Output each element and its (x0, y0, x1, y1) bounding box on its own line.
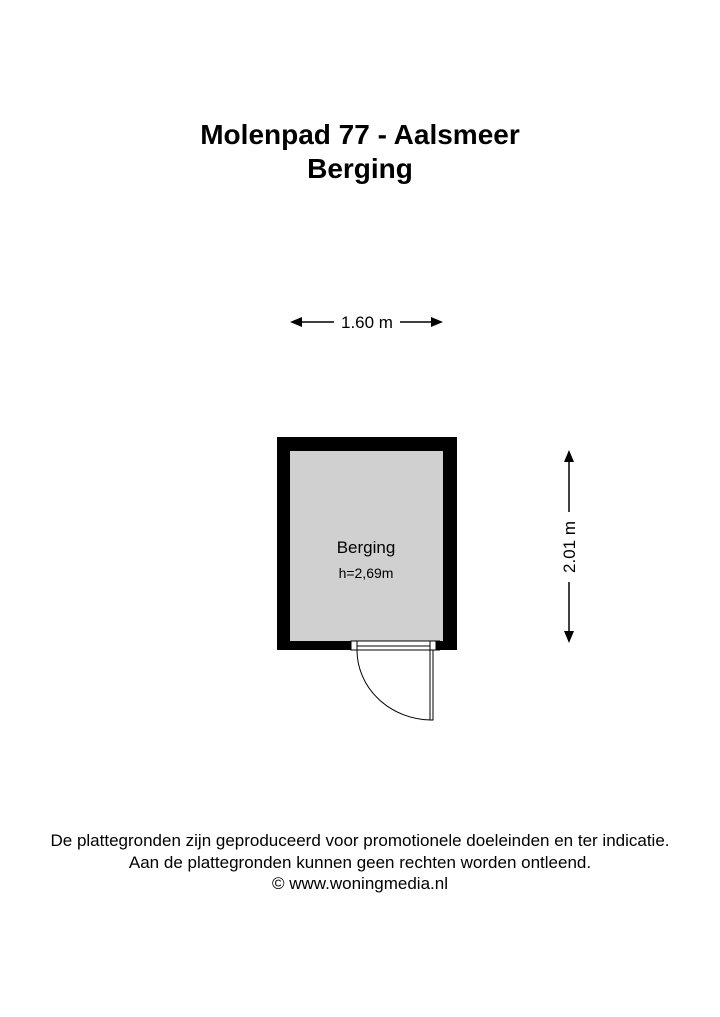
room-name: Berging (336, 538, 396, 557)
disclaimer-line-2: Aan de plattegronden kunnen geen rechten worden ontleend. (128, 853, 592, 872)
arrow-left-icon (290, 317, 302, 327)
arrow-down-icon (564, 631, 574, 643)
depth-dimension (560, 450, 579, 643)
depth-label: 2.01 m (560, 521, 579, 573)
door-leaf (430, 650, 433, 720)
copyright-link[interactable]: © www.woningmedia.nl (272, 874, 448, 893)
page-subtitle: Berging (307, 153, 413, 184)
page-title: Molenpad 77 - Aalsmeer (200, 119, 520, 150)
arrow-up-icon (564, 450, 574, 462)
room-berging (277, 437, 457, 720)
arrow-right-icon (431, 317, 443, 327)
door-jamb-right (430, 641, 436, 650)
width-dimension (290, 313, 443, 332)
width-label: 1.60 m (341, 313, 393, 332)
door-jamb-left (351, 641, 357, 650)
room-height: h=2,69m (338, 565, 394, 581)
door-swing-arc (357, 650, 431, 720)
disclaimer-line-1: De plattegronden zijn geproduceerd voor promotionele doeleinden en ter indicatie. (50, 831, 670, 850)
